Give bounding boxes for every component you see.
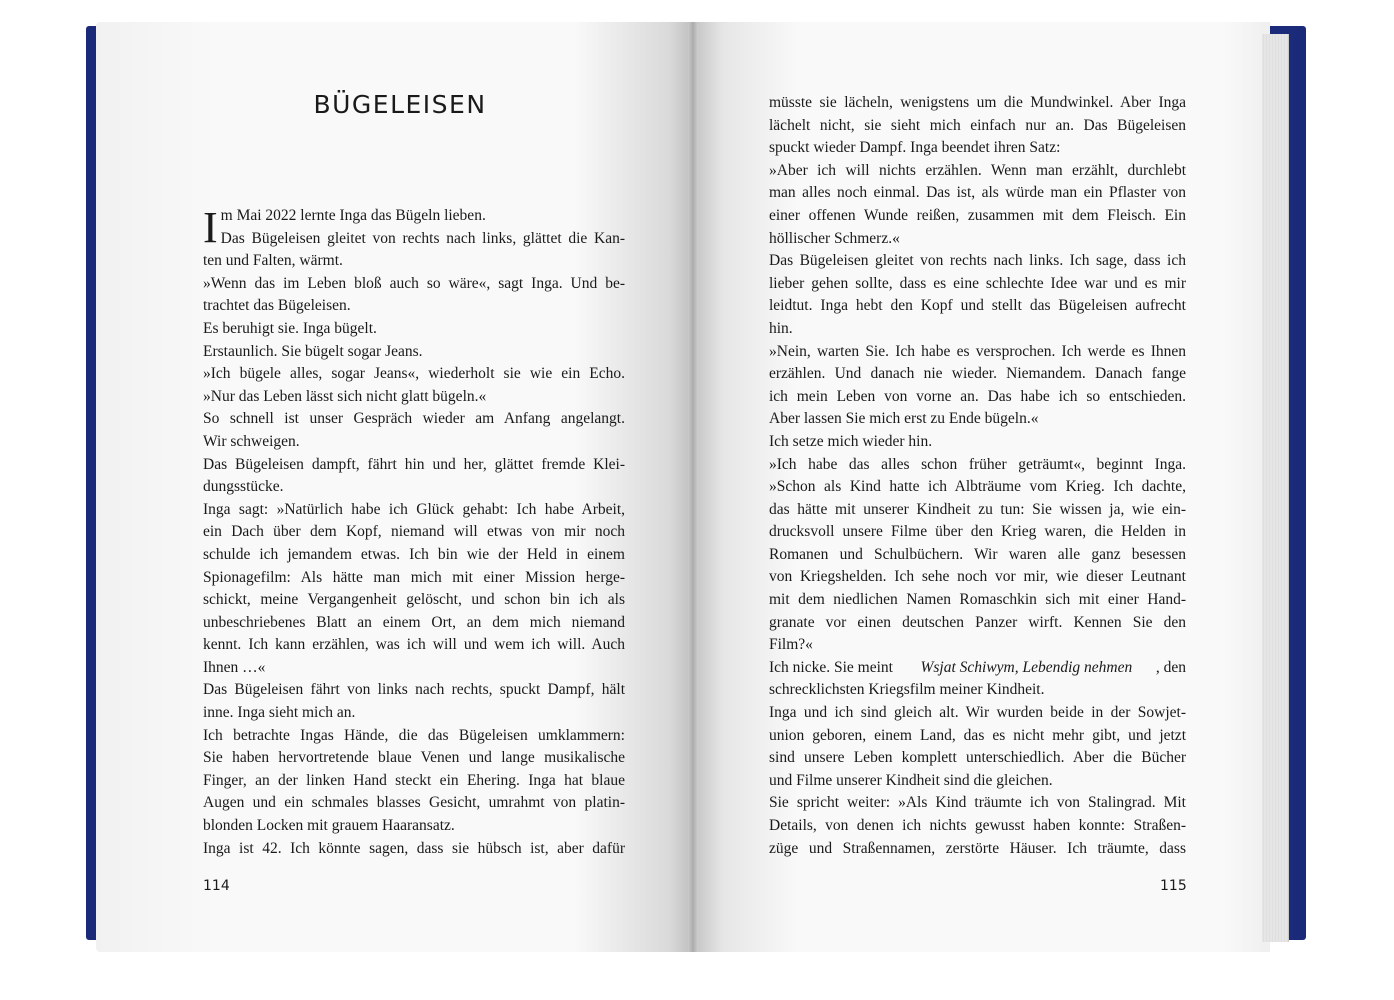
text-line: granate vor einen deutschen Panzer wirft. Kennen Sie den [769,613,1186,631]
right-page-text [769,92,1186,860]
text-span: Ich nicke. Sie meint [769,658,897,676]
text-line: züge und Straßennamen, zerstörte Häuser. Ich träumte, dass [769,839,1186,857]
text-line: So schnell ist unser Gespräch wieder am Anfang angelangt. [203,410,625,428]
text-line: »Nur das Leben lässt sich nicht glatt bügeln.« [203,387,487,405]
text-line: »Ich habe das alles schon früher geträumt«, beginnt Inga. [769,455,1186,473]
text-line: Ich betrachte Ingas Hände, die das Bügeleisen umklammern: [203,726,625,744]
text-line: Das Bügeleisen dampft, fährt hin und her, glättet fremde Klei- [203,455,625,473]
text-line: ich mein Leben von vorne an. Das habe ich so entschieden. [769,387,1186,405]
film-title: Wsjat Schiwym, Lebendig nehmen [920,658,1133,676]
text-line: schulde ich jemandem etwas. Ich bin wie der Held in einem [203,545,625,563]
page-edges [1262,34,1289,942]
text-line: ein Dach über dem Kopf, niemand will etwas von mir noch [203,523,625,541]
text-line: ten und Falten, wärmt. [203,252,343,270]
text-line: einer offenen Wunde reißen, zusammen mit dem Fleisch. Ein [769,206,1186,224]
text-line: blonden Locken mit grauem Haaransatz. [203,817,455,835]
left-page-text [203,205,625,860]
text-line: von Kriegshelden. Ich sehe noch vor mir, wie dieser Leutnant [769,568,1186,586]
text-line: Details, von denen ich nichts gewusst haben konnte: Straßen- [769,817,1186,834]
text-line: Erstaunlich. Sie bügelt sogar Jeans. [203,342,423,360]
text-line: drucksvoll unsere Filme über den Krieg waren, die Helden in [769,523,1186,541]
text-line: Inga und ich sind gleich alt. Wir wurden beide in der Sowjet- [769,704,1186,722]
drop-cap: I [203,203,218,252]
text-line: »Aber ich will nichts erzählen. Wenn man erzählt, durchlebt [769,161,1186,179]
text-line: sind unsere Leben komplett unterschiedlich. Aber die Bücher [769,749,1186,767]
page-number-right: 115 [1160,878,1187,894]
text-line: Inga ist 42. Ich könnte sagen, dass sie hübsch ist, aber dafür [203,839,625,857]
text-line: Ihnen …« [203,658,266,676]
text-line: mit dem niedlichen Namen Romaschkin sich mit einer Hand- [769,591,1186,609]
text-line: unbeschriebenes Blatt an einem Ort, an dem mich niemand [203,613,625,631]
text-line: müsste sie lächeln, wenigstens um die Mundwinkel. Aber Inga [769,94,1186,111]
text-line: Film?« [769,636,813,654]
text-line: kennt. Ich kann erzählen, was ich will und wem ich will. Auch [203,636,625,654]
text-line: Spionagefilm: Als hätte man mich mit einer Mission herge- [203,568,625,586]
text-line: Wir schweigen. [203,432,300,450]
text-line: Sie spricht weiter: »Als Kind träumte ich von Stalingrad. Mit [769,794,1186,812]
text-line-with-film-title [769,657,1186,680]
text-line: spuckt wieder Dampf. Inga beendet ihren Satz: [769,139,1061,157]
text-line: Inga sagt: »Natürlich habe ich Glück gehabt: Ich habe Arbeit, [203,500,625,518]
text-line: »Schon als Kind hatte ich Albträume vom Krieg. Ich dachte, [769,478,1186,496]
text-line: hin. [769,319,793,337]
first-paragraph [203,205,625,250]
text-line: »Ich bügele alles, sogar Jeans«, wiederholt sie wie ein Echo. [203,365,625,383]
text-line: »Wenn das im Leben bloß auch so wäre«, sagt Inga. Und be- [203,274,625,292]
text-line: Das Bügeleisen fährt von links nach rechts, spuckt Dampf, hält [203,681,625,699]
text-line: Das Bügeleisen gleitet von rechts nach links, glättet die Kan- [220,229,625,247]
text-line: Ich setze mich wieder hin. [769,432,933,450]
text-line: lächelt nicht, sie sieht mich einfach nur an. Das Bügeleisen [769,116,1186,134]
book-gutter [688,22,698,952]
text-line: schrecklichsten Kriegsfilm meiner Kindheit. [769,681,1045,699]
text-line: union geboren, einem Land, das es nicht mehr gibt, und jetzt [769,726,1186,744]
text-line: leidtut. Inga hebt den Kopf und stellt das Bügeleisen aufrecht [769,297,1186,315]
text-line: höllischer Schmerz.« [769,229,900,247]
text-line: schickt, meine Vergangenheit gelöscht, und schon bin ich als [203,591,625,609]
text-line: man alles noch einmal. Das ist, als würde man ein Pflaster von [769,184,1186,202]
text-line: Es beruhigt sie. Inga bügelt. [203,319,377,337]
text-line: und Filme unserer Kindheit sind die gleichen. [769,771,1053,789]
text-line: das hätte mit unserer Kindheit zu tun: Sie wissen ja, wie ein- [769,500,1186,518]
text-line: Augen und ein schmales blasses Gesicht, umrahmt von platin- [203,794,625,812]
text-line: inne. Inga sieht mich an. [203,704,356,722]
chapter-title: BÜGELEISEN [313,90,487,119]
text-line: dungsstücke. [203,478,284,496]
text-line: Sie haben hervortretende blaue Venen und lange musikalische [203,749,625,767]
page-number-left: 114 [203,878,230,894]
text-line: erzählen. Und danach nie wieder. Niemandem. Danach fange [769,365,1186,383]
text-line: m Mai 2022 lernte Inga das Bügeln lieben. [220,207,486,224]
text-span: , den [1155,658,1186,676]
text-line: Das Bügeleisen gleitet von rechts nach links. Ich sage, dass ich [769,252,1186,270]
text-line: Aber lassen Sie mich erst zu Ende bügeln.« [769,410,1039,428]
text-line: lieber gehen sollte, dass es eine schlechte Idee war und es mir [769,274,1186,292]
text-line: Finger, an der linken Hand steckt ein Ehering. Inga hat blaue [203,771,625,789]
text-line: »Nein, warten Sie. Ich habe es versprochen. Ich werde es Ihnen [769,342,1186,360]
text-line: Romanen und Schulbüchern. Wir waren alle ganz besessen [769,545,1186,563]
text-line: trachtet das Bügeleisen. [203,297,351,315]
